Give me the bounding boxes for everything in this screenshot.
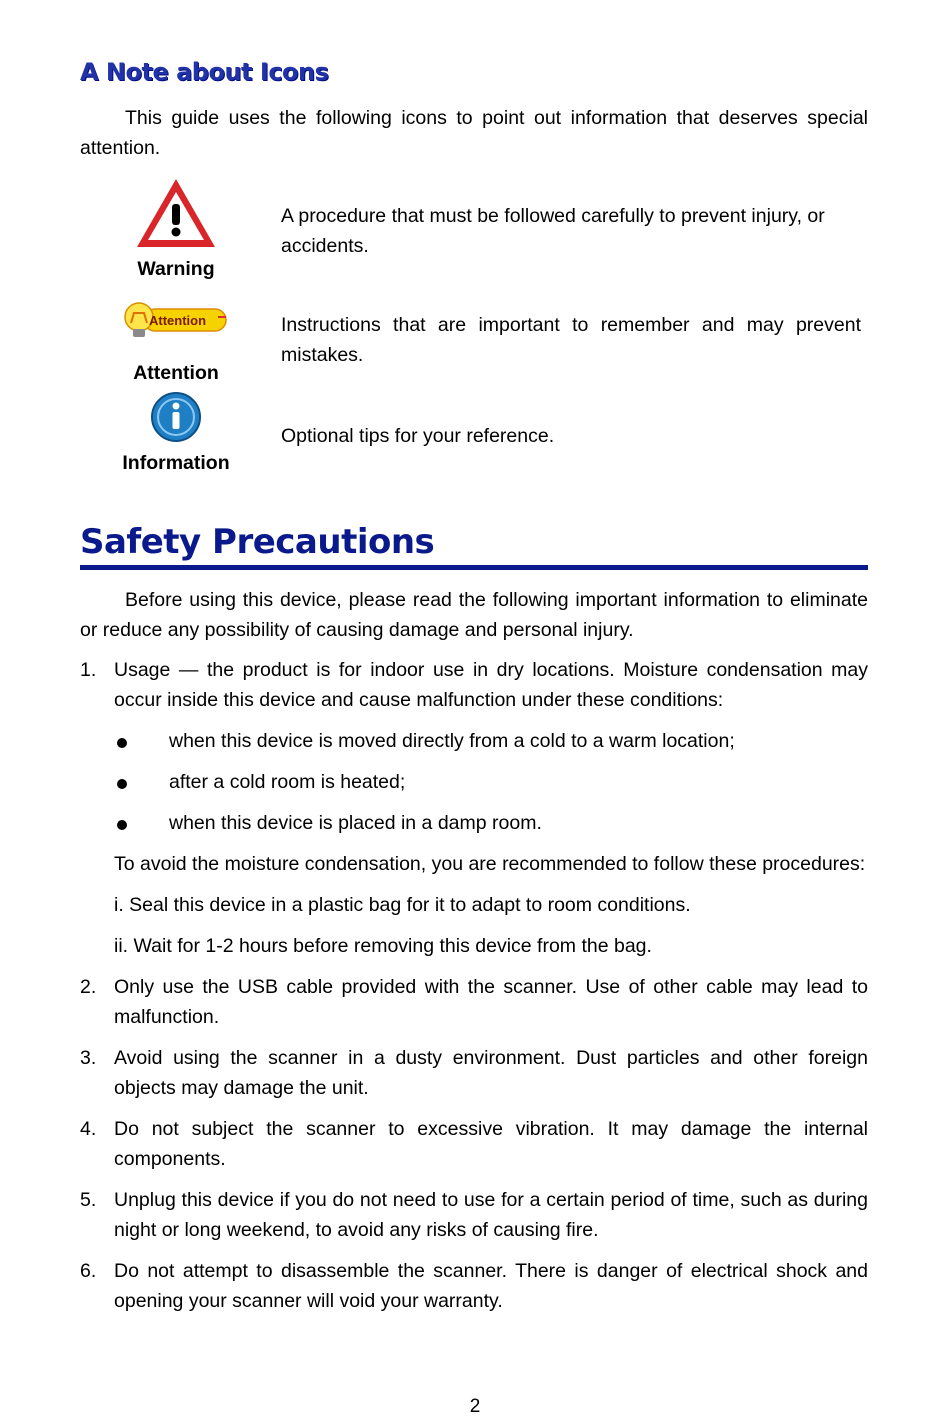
warning-triangle-icon <box>134 176 218 250</box>
note-heading: A Note about Icons <box>80 58 329 86</box>
bullet-dot <box>117 779 127 789</box>
attention-icon-block <box>100 300 252 385</box>
bullet-text: when this device is moved directly from a cold to a warm location; <box>169 730 735 752</box>
information-label: Information <box>122 452 230 474</box>
item-text: Do not attempt to disassemble the scanner. There is danger of electrical shock and opening your scanner will void your warranty. <box>114 1260 868 1312</box>
bullet-item <box>80 726 868 756</box>
item-text: Avoid using the scanner in a dusty environment. Dust particles and other foreign objects may damage the unit. <box>114 1047 868 1099</box>
item-number: 5. <box>80 1189 97 1211</box>
bullet-item <box>80 808 868 838</box>
bullet-text: after a cold room is heated; <box>169 771 406 793</box>
item-number: 2. <box>80 976 97 998</box>
warning-label: Warning <box>137 258 215 280</box>
page-number: 2 <box>469 1396 481 1417</box>
list-item <box>80 1185 868 1245</box>
bullet-text: when this device is placed in a damp room. <box>169 812 542 834</box>
safety-list <box>80 585 868 1327</box>
avoid-text: To avoid the moisture condensation, you are recommended to follow these procedures: <box>114 853 866 875</box>
list-item <box>80 1114 868 1174</box>
attention-description: Instructions that are important to remember and may prevent mistakes. <box>281 314 861 366</box>
list-item <box>80 972 868 1032</box>
warning-description: A procedure that must be followed carefully to prevent injury, or accidents. <box>281 205 825 257</box>
information-circle-icon <box>150 391 202 443</box>
attention-label: Attention <box>133 362 219 384</box>
step-item: ii. Wait for 1-2 hours before removing this device from the bag. <box>114 935 652 957</box>
attention-badge-text: Attention <box>149 313 207 328</box>
list-item <box>80 1256 868 1316</box>
item-text: Only use the USB cable provided with the scanner. Use of other cable may lead to malfunction. <box>114 976 868 1028</box>
information-description: Optional tips for your reference. <box>281 425 555 447</box>
warning-icon-block <box>100 176 252 281</box>
item-number: 3. <box>80 1047 97 1069</box>
bullet-dot <box>117 820 127 830</box>
list-item <box>80 1043 868 1103</box>
item-text: Usage — the product is for indoor use in dry locations. Moisture condensation may occur inside this device and cause malfunction under these conditions: <box>114 659 868 711</box>
item-text: Do not subject the scanner to excessive vibration. It may damage the internal components. <box>114 1118 868 1170</box>
heading-underline <box>80 565 868 570</box>
item-number: 1. <box>80 659 97 681</box>
safety-heading: Safety Precautions <box>80 522 435 562</box>
item-number: 6. <box>80 1260 97 1282</box>
attention-bulb-icon <box>122 300 230 342</box>
information-icon-block <box>100 391 252 475</box>
note-intro: This guide uses the following icons to point out information that deserves special attention. <box>80 107 868 159</box>
bullet-item <box>80 767 868 797</box>
bullet-dot <box>117 738 127 748</box>
item-number: 4. <box>80 1118 97 1140</box>
step-item: i. Seal this device in a plastic bag for it to adapt to room conditions. <box>114 894 691 916</box>
safety-intro: Before using this device, please read the following important information to eliminate or reduce any possibility of causing damage and personal injury. <box>80 589 868 641</box>
item-text: Unplug this device if you do not need to use for a certain period of time, such as during night or long weekend, to avoid any risks of causing fire. <box>114 1189 868 1241</box>
list-item <box>80 655 868 715</box>
